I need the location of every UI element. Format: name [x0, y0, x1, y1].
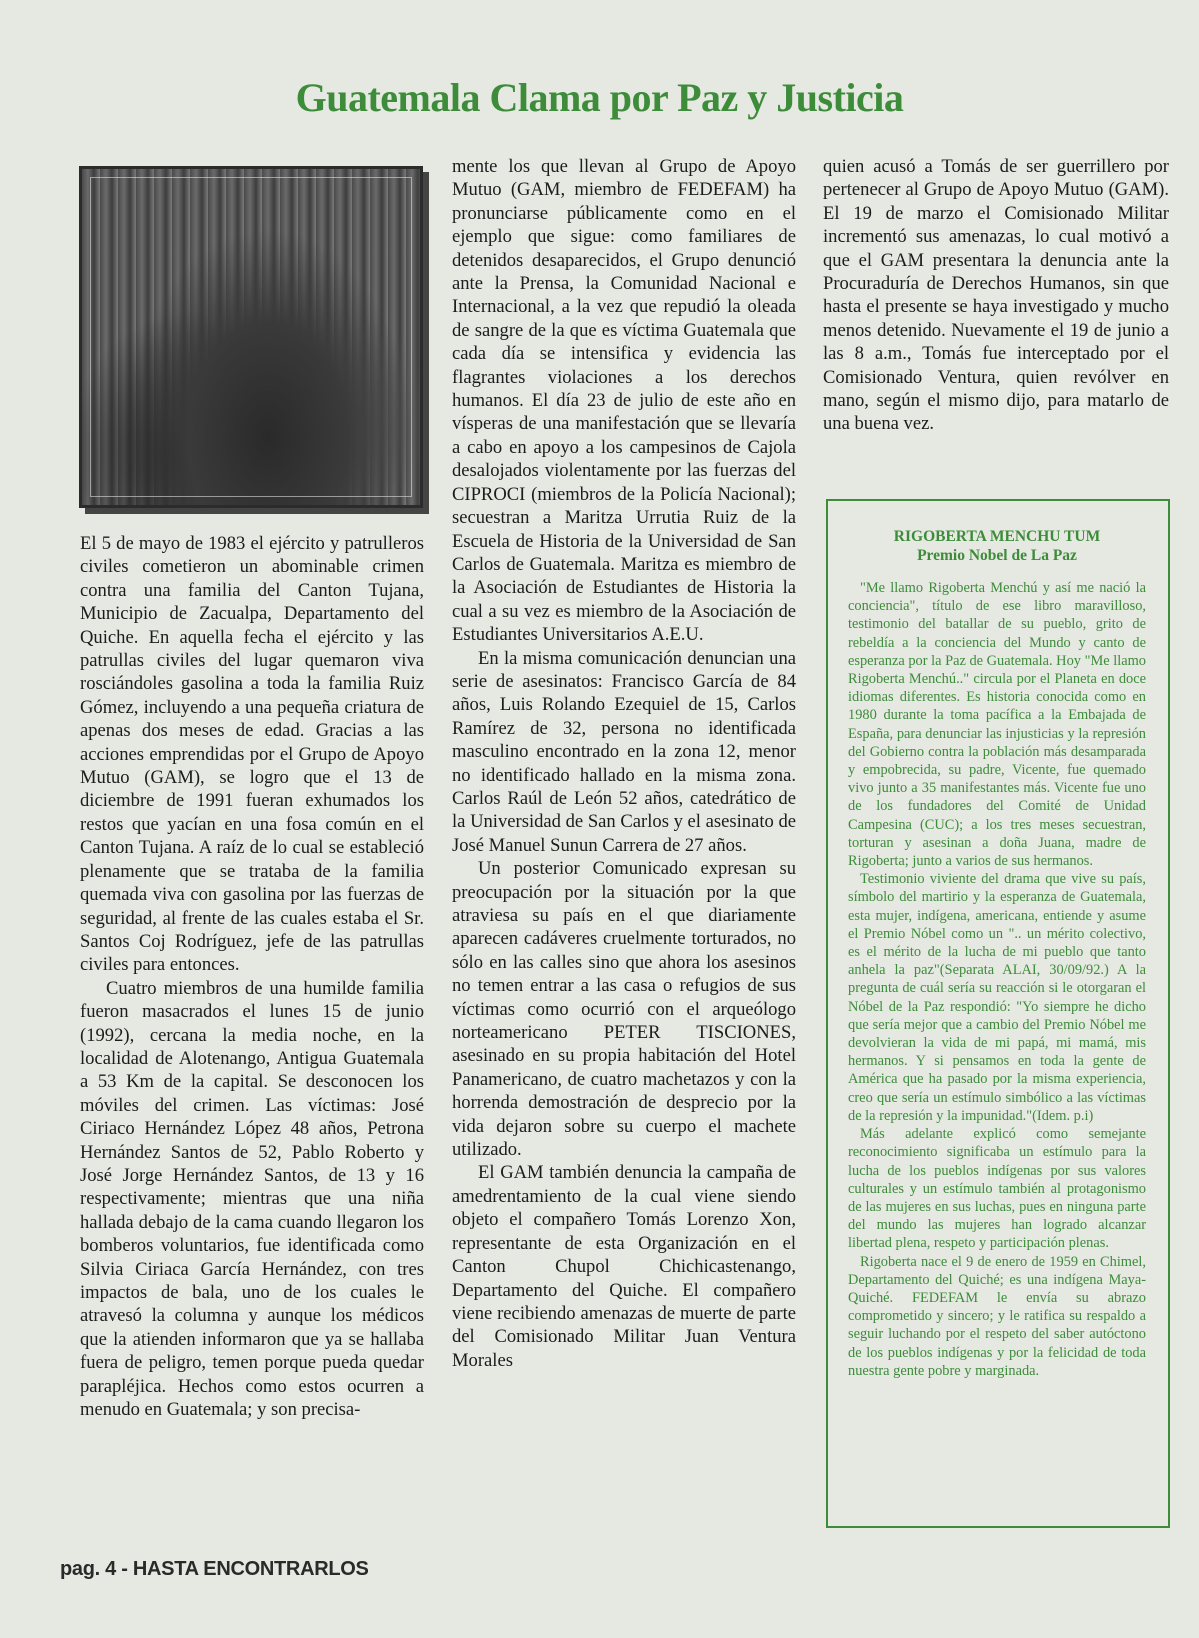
paragraph: quien acusó a Tomás de ser guerrillero por pertenecer al Grupo de Apoyo Mutuo (GAM). El 19 de marzo el Comisionado Militar incrementó sus amenazas, lo cual motivó a que el GAM presentara la denuncia ante la Procuraduría de Derechos Humanos, sin que hasta el presente se haya investigado y mucho menos detenido. Nuevamente el 19 de junio a las 8 a.m., Tomás fue interceptado por el Comisionado Ventura, quien revólver en mano, según el mismo dijo, para matarlo de una buena vez.	[823, 156, 1169, 435]
paragraph: El 5 de mayo de 1983 el ejército y patrulleros civiles cometieron un abominable crimen contra una familia del Canton Tujana, Municipio de Zacualpa, Departamento del Quiche. En aquella fecha el ejército y las patrullas civiles del lugar quemaron viva rosciándoles gasolina a toda la familia Ruiz Gómez, incluyendo a una pequeña criatura de apenas dos meses de edad. Gracias a las acciones emprendidas por el Grupo de Apoyo Mutuo (GAM), se logro que el 13 de diciembre de 1991 fueran exhumados los restos que yacían en una fosa común en el Canton Tujana. A raíz de lo cual se estableció plenamente que se trataba de la familia quemada viva con gasolina por las fuerzas de seguridad, al frente de las cuales estaba el Sr. Santos Coj Rodríguez, jefe de las patrullas civiles para entonces.	[80, 533, 424, 976]
crowd-photo	[79, 166, 423, 508]
sidebar-paragraph: "Me llamo Rigoberta Menchú y así me nació la conciencia", título de ese libro maravilloso, testimonio del batallar de su pueblo, grito de rebeldía a la conciencia del Mundo y canto de esperanza por la Paz de Guatemala. Hoy "Me llamo Rigoberta Menchú.." circula por el Planeta en doce idiomas diferentes. Es historia conocida como en 1980 durante la toma pacífica a la Embajada de España, para denunciar las injusticias y la represión del Gobierno contra la población más desamparada y empobrecida, su padre, Vicente, fue quemado vivo junto a 35 manifestantes más. Vicente fue uno de los fundadores del Comité de Unidad Campesina (CUC); a los tres meses secuestran, torturan y asesinan a doña Juana, madre de Rigoberta; junto a varios de sus hermanos.	[848, 580, 1146, 870]
rigoberta-sidebar-box	[826, 499, 1170, 1528]
column-1	[80, 532, 424, 1421]
sidebar-subheading: Premio Nobel de La Paz	[917, 547, 1077, 564]
paragraph: El GAM también denuncia la campaña de amedrentamiento de la cual viene siendo objeto el compañero Tomás Lorenzo Xon, representante de esta Organización en el Canton Chupol Chichicastenango, Departamento del Quiche. El compañero viene recibiendo amenazas de muerte de parte del Comisionado Militar Juan Ventura Morales	[452, 1162, 796, 1371]
sidebar-heading: RIGOBERTA MENCHU TUM	[893, 528, 1101, 545]
column-3	[823, 155, 1169, 436]
sidebar-paragraph: Rigoberta nace el 9 de enero de 1959 en Chimel, Departamento del Quiché; es una indígena Maya-Quiché. FEDEFAM le envía su abrazo comprometido y sincero; y le ratifica su respaldo a seguir luchando por el respeto del saber autóctono de los pueblos indígenas y por la felicidad de toda nuestra gente pobre y marginada.	[848, 1253, 1146, 1379]
column-2	[452, 155, 796, 1372]
paragraph: Un posterior Comunicado expresan su preocupación por la situación por la que atraviesa su país en el que diariamente aparecen cadáveres cruelmente torturados, no sólo en las calles sino que ahora los asesinos no temen entrar a las casa o refugios de sus víctimas como ocurrió con el arqueólogo norteamericano PETER TISCIONES, asesinado en su propia habitación del Hotel Panamericano, de cuatro machetazos y con la horrenda demostración de desprecio por la vida dejaron sobre su cuerpo el machete utilizado.	[452, 858, 796, 1161]
article-title: Guatemala Clama por Paz y Justicia	[295, 75, 904, 120]
sidebar-paragraph: Testimonio viviente del drama que vive su país, símbolo del martirio y la esperanza de Guatemala, esta mujer, indígena, americana, entiende y asume el Premio Nóbel como un ".. un mérito colectivo, es el mérito de la lucha de mi pueblo que tanto anhela la paz"(Separata ALAI, 30/09/92.) A la pregunta de cuál sería su reacción si le otorgaran el Nóbel de la Paz respondió: "Yo siempre he dicho que sería mejor que a cambio del Premio Nóbel me devolvieran la vida de mi papá, mi mamá, mis hermanos. Y si pensamos en toda la gente de América que ha pasado por la misma experiencia, creo que sería un estímulo simbólico a las víctimas de la represión y la impunidad."(Idem. p.i)	[848, 871, 1146, 1124]
paragraph: Cuatro miembros de una humilde familia fueron masacrados el lunes 15 de junio (1992), cercana la media noche, en la localidad de Alotenango, Antigua Guatemala a 53 Km de la capital. Se desconocen los móviles del crimen. Las víctimas: José Ciriaco Hernández López 48 años, Petrona Hernández Santos de 52, Pablo Roberto y José Jorge Hernández Santos, de 13 y 16 respectivamente; mientras que una niña hallada debajo de la cama cuando llegaron los bomberos voluntarios, fue identificada como Silvia Ciriaca García Hernández, con tres impactos de bala, uno de los cuales le atravesó la columna y aunque los médicos que la atienden informaron que ya se hallaba fuera de peligro, temen porque pueda quedar parapléjica. Hechos como estos ocurren a menudo en Guatemala; y son precisa-	[80, 977, 424, 1421]
paragraph: mente los que llevan al Grupo de Apoyo Mutuo (GAM, miembro de FEDEFAM) ha pronunciarse públicamente como en el ejemplo que sigue: como familiares de detenidos desaparecidos, el Grupo denunció ante la Prensa, la Comunidad Nacional e Internacional, a la vez que repudió la oleada de sangre de la que es víctima Guatemala que cada día se intensifica y evidencia las flagrantes violaciones a los derechos humanos. El día 23 de julio de este año en vísperas de una manifestación que se llevaría a cabo en apoyo a los campesinos de Cajola desalojados violentamente por las fuerzas del CIPROCI (miembros de la Policía Nacional); secuestran a Maritza Urrutia Ruiz de la Escuela de Historia de la Universidad de San Carlos de Guatemala. Maritza es miembro de la Asociación de Estudiantes de Historia la cual a su vez es miembro de la Asociación de Estudiantes Universitarios A.E.U.	[452, 156, 796, 646]
page-footer: pag. 4 - HASTA ENCONTRARLOS	[60, 1558, 369, 1580]
paragraph: En la misma comunicación denuncian una serie de asesinatos: Francisco García de 84 años, Luis Rolando Ezequiel de 15, Carlos Ramírez de 32, persona no identificada masculino encontrado en la zona 12, menor no identificado hallado en la misma zona. Carlos Raúl de León 52 años, catedrático de la Universidad de San Carlos y el asesinato de José Manuel Sunun Carrera de 27 años.	[452, 647, 796, 856]
sidebar-paragraph: Más adelante explicó como semejante reconocimiento significaba un estímulo para la lucha de los pueblos indígenas por sus valores culturales y un estímulo también al protagonismo de las mujeres en sus luchas, pues en ninguna parte del mundo las mujeres han logrado alcanzar libertad plena, respeto y participación plenas.	[848, 1126, 1146, 1252]
